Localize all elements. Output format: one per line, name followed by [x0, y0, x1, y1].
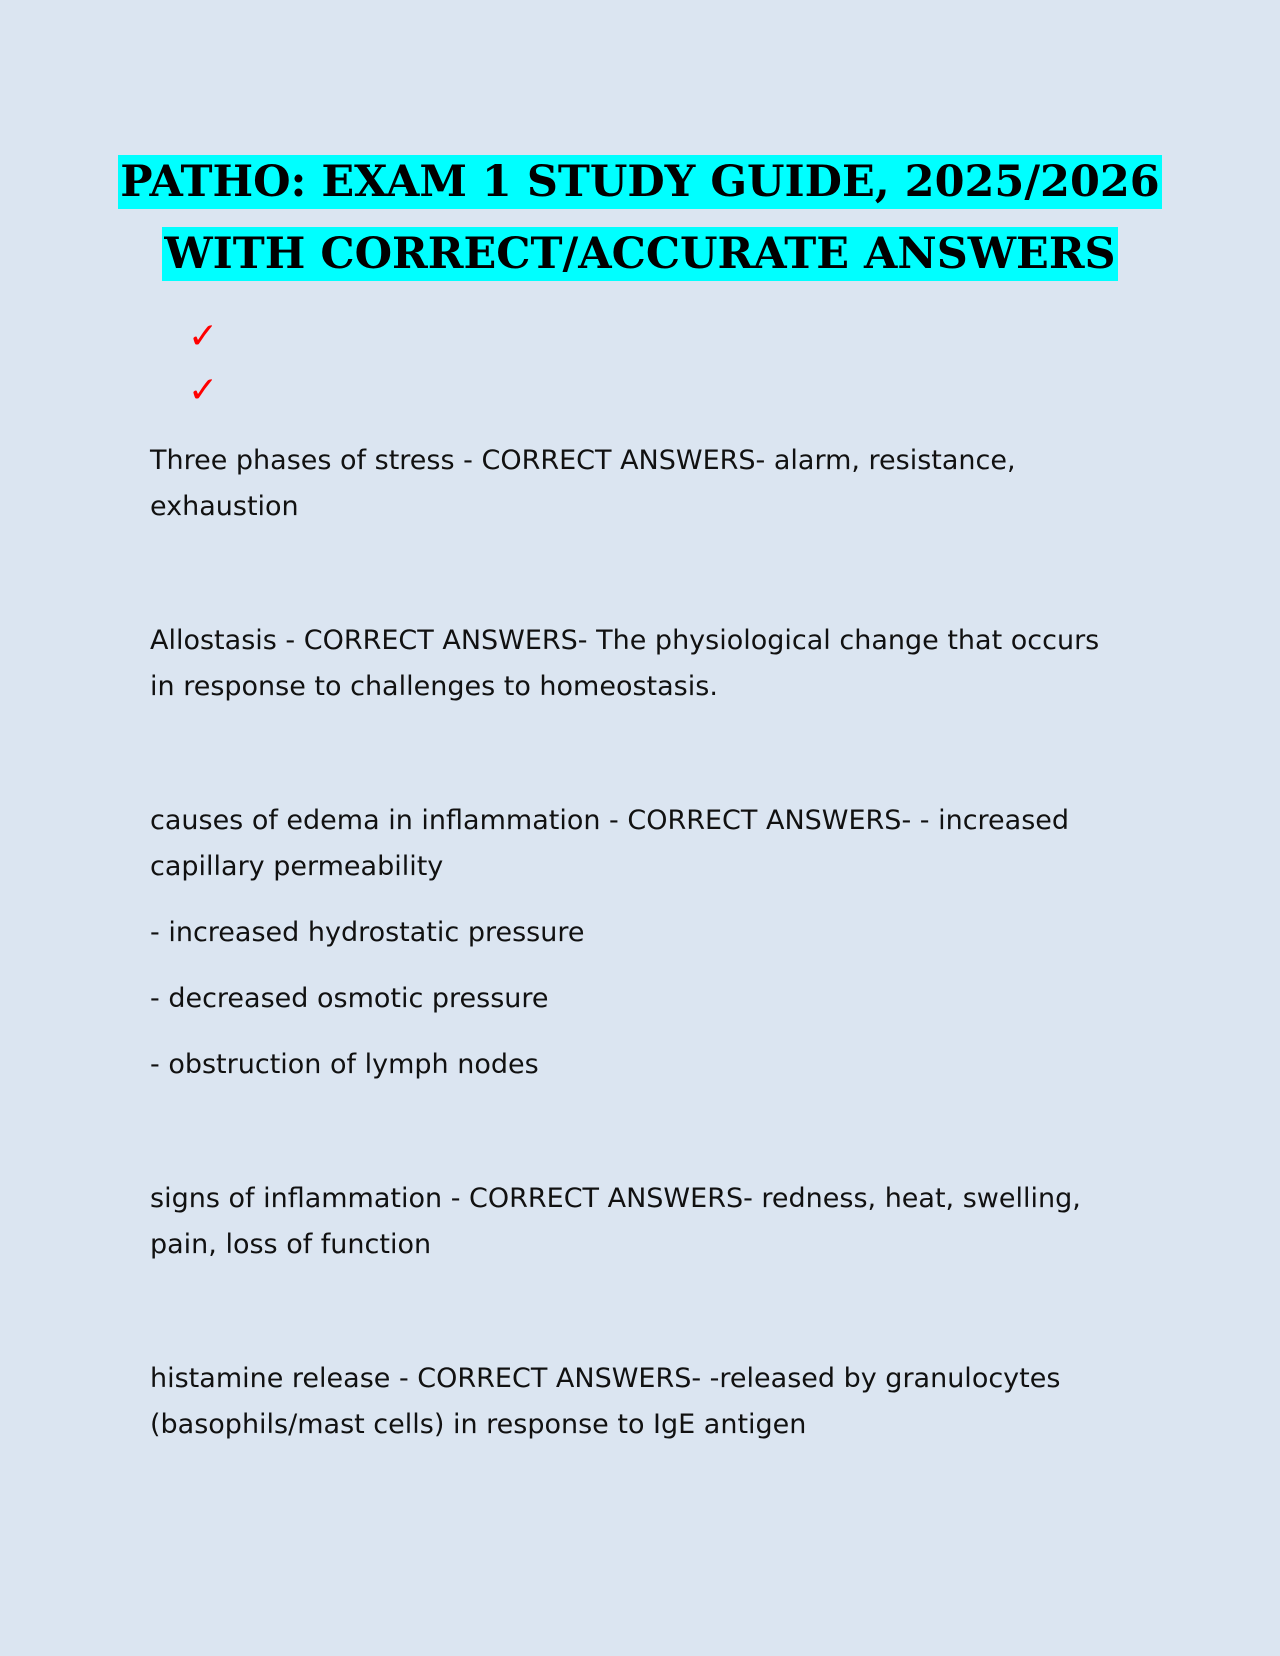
- check-marks: [188, 310, 218, 418]
- checkmark-icon: ✓: [188, 316, 219, 357]
- qa-text: signs of inflammation - CORRECT ANSWERS- redness, heat, swelling, pain, loss of function: [150, 1183, 1081, 1260]
- qa-entry-stress-phases: [150, 438, 1130, 530]
- title-line-1: PATHO: EXAM 1 STUDY GUIDE, 2025/2026: [120, 157, 1160, 207]
- checkmark-icon: ✓: [188, 370, 219, 411]
- qa-text: Three phases of stress - CORRECT ANSWERS- alarm, resistance, exhaustion: [150, 445, 1016, 522]
- qa-sub-item: - decreased osmotic pressure: [150, 983, 549, 1014]
- qa-text: Allostasis - CORRECT ANSWERS- The physiological change that occurs in response to challenges to homeostasis.: [150, 625, 1100, 702]
- qa-entry-allostasis: [150, 618, 1130, 710]
- qa-text: causes of edema in inflammation - CORRECT ANSWERS- - increased capillary permeability: [150, 805, 1070, 882]
- title-line-2: WITH CORRECT/ACCURATE ANSWERS: [164, 229, 1116, 279]
- qa-entry-inflammation-signs: [150, 1176, 1130, 1268]
- qa-text: histamine release - CORRECT ANSWERS- -released by granulocytes (basophils/mast cells) in response to IgE antigen: [150, 1363, 1061, 1440]
- qa-entry-histamine-release: [150, 1356, 1130, 1448]
- qa-sub-item: - increased hydrostatic pressure: [150, 917, 585, 948]
- document-title: [0, 146, 1280, 290]
- qa-entry-edema-causes: [150, 798, 1130, 1088]
- qa-sub-item: - obstruction of lymph nodes: [150, 1049, 539, 1080]
- qa-list: [150, 438, 1130, 1536]
